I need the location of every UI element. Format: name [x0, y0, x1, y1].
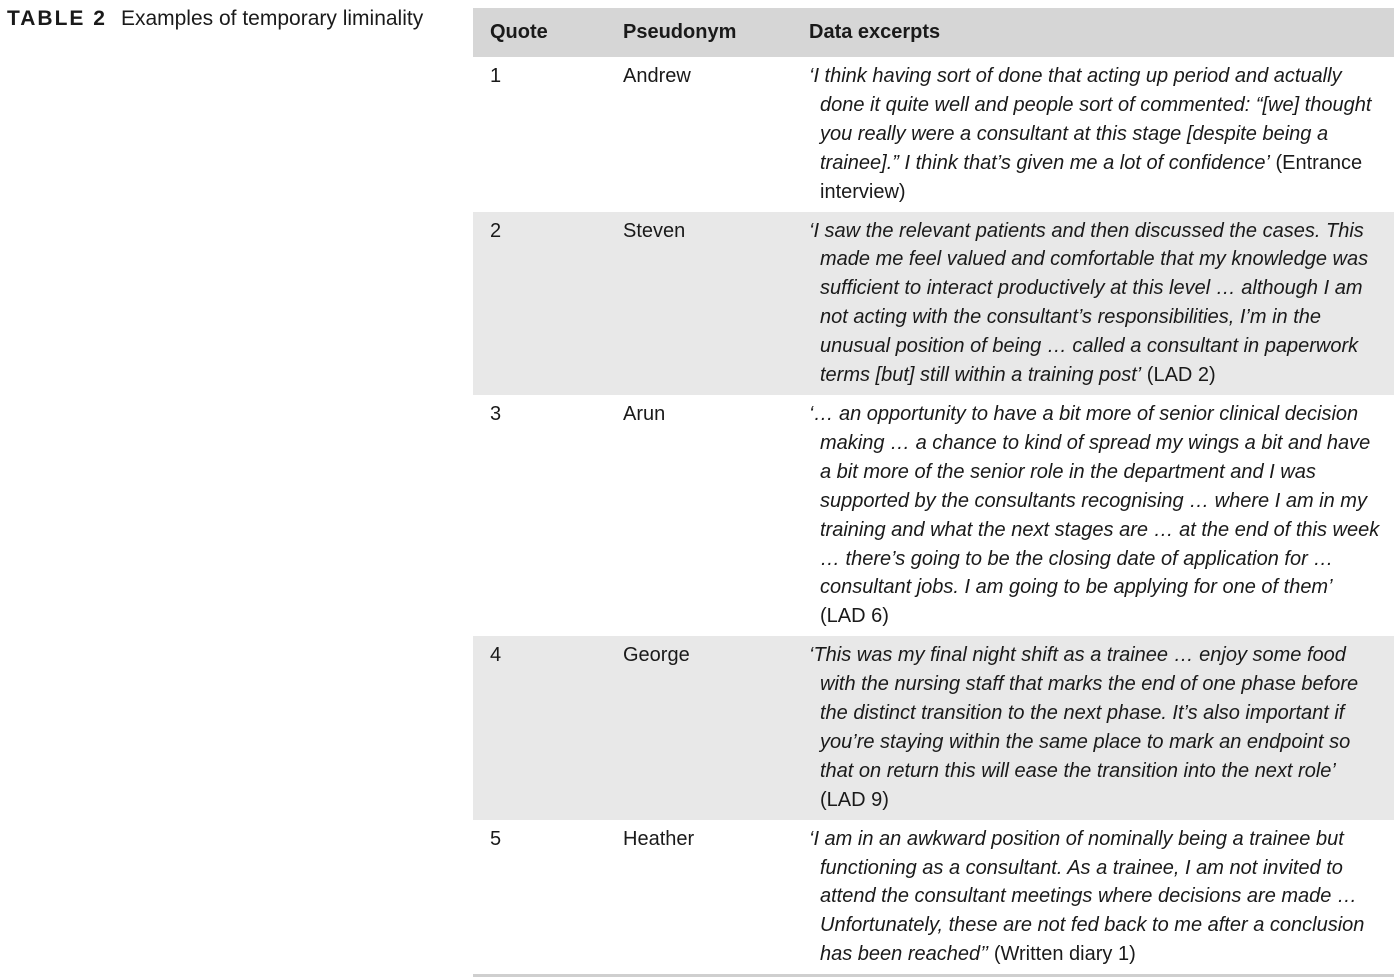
pseudonym: Andrew [623, 65, 691, 87]
data-excerpt [792, 636, 1394, 819]
data-excerpt [792, 57, 1394, 212]
pseudonym: Steven [623, 219, 686, 242]
excerpt-source: (LAD 2) [1141, 364, 1216, 387]
table-row [473, 636, 1394, 819]
header-data-excerpts: Data excerpts [809, 21, 941, 43]
table-row [473, 395, 1394, 636]
table-caption [7, 4, 447, 34]
pseudonym: Arun [623, 402, 666, 425]
excerpt-quote: ‘I saw the relevant patients and then discussed the cases. This made me feel valued and comfortable that my knowledge was sufficient to interact productively at this level … although I am not acting with the consultant’s responsibilities, I’m in the unusual position of being … called a consultant in paperwork terms [but] still within a training post’ [809, 219, 1369, 387]
header-pseudonym: Pseudonym [623, 21, 737, 43]
excerpt-quote: ‘This was my final night shift as a trainee … enjoy some food with the nursing staff that marks the end of one phase before the distinct transition to the next phase. It’s also important if you’re staying within the same place to mark an endpoint so that on return this will ease the transition into the next role’ [809, 644, 1359, 782]
header-quote: Quote [490, 21, 548, 43]
excerpts-table [473, 8, 1394, 977]
pseudonym: Heather [623, 827, 695, 850]
quote-number: 5 [490, 827, 502, 850]
table-header-row [473, 8, 1394, 57]
quote-number: 1 [490, 65, 502, 87]
excerpt-source: (LAD 6) [820, 605, 889, 628]
excerpt-quote: ‘I am in an awkward position of nominally being a trainee but functioning as a consultant. As a trainee, I am not invited to attend the consultant meetings where decisions are made … Unfortunately, these are not fed back to me after a conclusion has been reached’’ [809, 827, 1365, 966]
table-row [473, 57, 1394, 212]
excerpt-source: (LAD 9) [820, 788, 889, 811]
quote-number: 2 [490, 219, 502, 242]
excerpt-source: (Entrance interview) [820, 151, 1363, 203]
quote-number: 4 [490, 644, 502, 667]
table-row [473, 212, 1394, 395]
table-label: TABLE 2 [7, 7, 107, 30]
pseudonym: George [623, 644, 690, 667]
quote-number: 3 [490, 402, 502, 425]
data-excerpt [792, 212, 1394, 395]
data-excerpt [792, 820, 1394, 975]
excerpt-source: (Written diary 1) [988, 943, 1136, 966]
excerpt-quote: ‘… an opportunity to have a bit more of senior clinical decision making … a chance to kind of spread my wings a bit and have a bit more of the senior role in the department and I was supported by the consultants recognising … where I am in my training and what the next stages are … at the end of this week … there’s going to be the closing date of application for … consultant jobs. I am going to be applying for one of them’ [809, 402, 1380, 599]
table-title: Examples of temporary liminality [120, 7, 424, 30]
table-row [473, 820, 1394, 975]
data-excerpt [792, 395, 1394, 636]
excerpt-quote: ‘I think having sort of done that acting up period and actually done it quite well and people sort of commented: “[we] thought you really were a consultant at this stage [despite being a trainee].” I think that’s given me a lot of confidence’ [809, 65, 1372, 174]
